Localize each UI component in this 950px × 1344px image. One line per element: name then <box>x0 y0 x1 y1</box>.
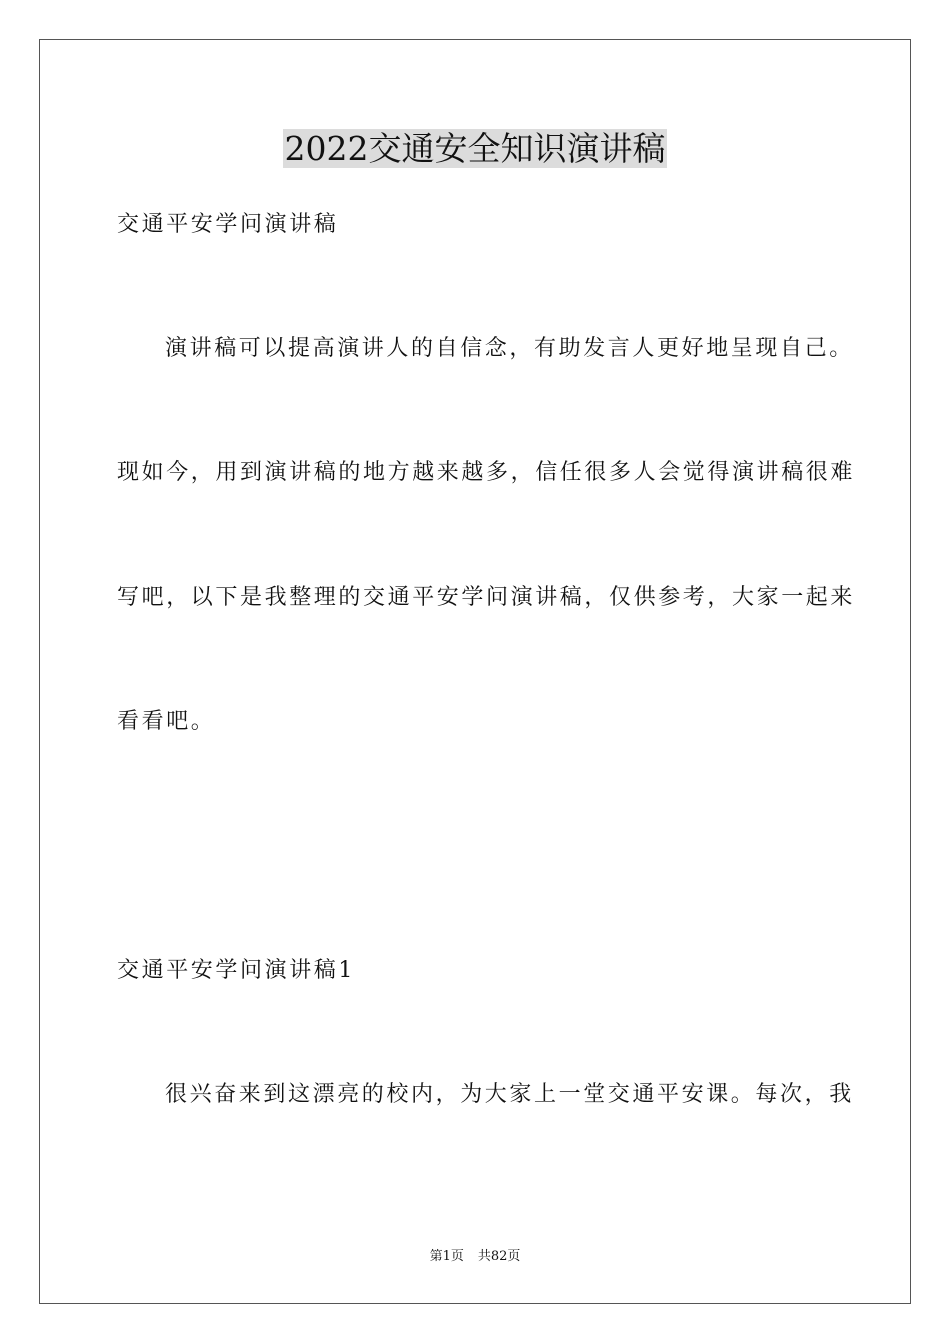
section-heading: 交通平安学问演讲稿 <box>117 212 339 237</box>
document-title <box>0 128 950 170</box>
page-footer <box>0 1249 950 1265</box>
paragraph-line: 现如今，用到演讲稿的地方越来越多，信任很多人会觉得演讲稿很难 <box>117 460 856 485</box>
page-number: 第1页 <box>429 1249 464 1264</box>
paragraph-line: 看看吧。 <box>117 709 216 734</box>
paragraph-line: 很兴奋来到这漂亮的校内，为大家上一堂交通平安课。每次，我 <box>165 1082 854 1107</box>
paragraph-line: 写吧，以下是我整理的交通平安学问演讲稿，仅供参考，大家一起来 <box>117 585 856 610</box>
document-title-text: 2022交通安全知识演讲稿 <box>284 129 666 168</box>
paragraph-line: 演讲稿可以提高演讲人的自信念，有助发言人更好地呈现自己。 <box>165 336 854 361</box>
section-heading: 交通平安学问演讲稿1 <box>117 958 355 983</box>
page-total: 共82页 <box>477 1249 521 1264</box>
